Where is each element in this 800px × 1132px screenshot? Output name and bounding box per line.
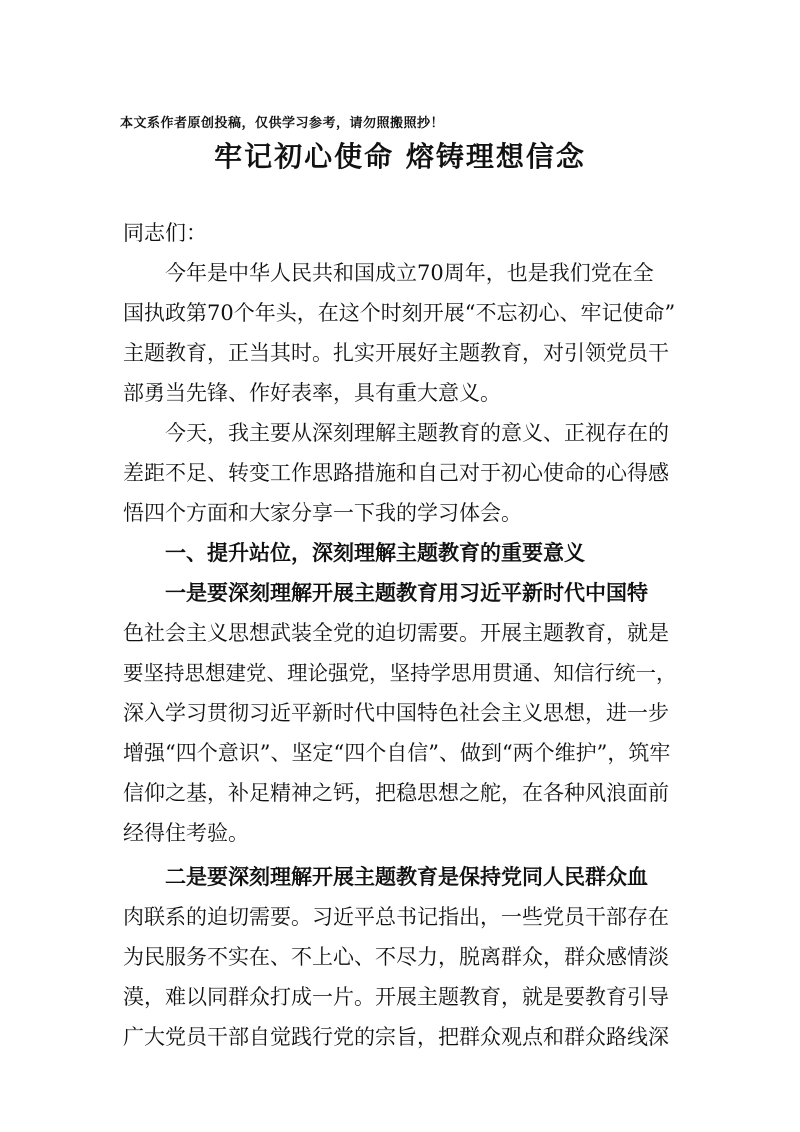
paragraph-line: 色社会主义思想武装全党的迫切需要。开展主题教育，就是 [123,621,669,645]
author-note: 本文系作者原创投稿，仅供学习参考，请勿照搬照抄！ [120,116,445,131]
salutation: 同志们： [123,221,207,245]
paragraph-line: 今天，我主要从深刻理解主题教育的意义、正视存在的 [165,421,669,445]
paragraph-line: 增强“四个意识”、坚定“四个自信”、做到“两个维护”，筑牢 [123,741,671,765]
paragraph-line: 为民服务不实在、不上心、不尽力，脱离群众，群众感情淡 [123,945,669,969]
paragraph-line: 信仰之基，补足精神之钙，把稳思想之舵，在各种风浪面前 [123,781,669,805]
paragraph-line: 悟四个方面和大家分享一下我的学习体会。 [123,501,522,525]
paragraph-line: 部勇当先锋、作好表率，具有重大意义。 [123,381,501,405]
paragraph-line: 二是要深刻理解开展主题教育是保持党同人民群众血 [165,864,648,889]
paragraph-line: 一是要深刻理解开展主题教育用习近平新时代中国特 [165,580,648,605]
document-title: 牢记初心使命 熔铸理想信念 [214,140,586,173]
paragraph-line: 深入学习贯彻习近平新时代中国特色社会主义思想，进一步 [123,701,669,725]
paragraph-line: 差距不足、转变工作思路措施和自己对于初心使命的心得感 [123,461,669,485]
paragraph-line: 国执政第70个年头，在这个时刻开展“不忘初心、牢记使命” [123,301,676,325]
paragraph-line: 今年是中华人民共和国成立70周年，也是我们党在全 [165,261,654,285]
paragraph-line: 主题教育，正当其时。扎实开展好主题教育，对引领党员干 [123,341,669,365]
section-heading: 一、提升站位，深刻理解主题教育的重要意义 [165,541,585,565]
paragraph-line: 经得住考验。 [123,821,249,845]
paragraph-line: 广大党员干部自觉践行党的宗旨，把群众观点和群众路线深 [123,1025,669,1049]
paragraph-line: 肉联系的迫切需要。习近平总书记指出，一些党员干部存在 [123,905,669,929]
paragraph-line: 要坚持思想建党、理论强党，坚持学思用贯通、知信行统一， [123,661,677,685]
paragraph-line: 漠，难以同群众打成一片。开展主题教育，就是要教育引导 [123,985,669,1009]
